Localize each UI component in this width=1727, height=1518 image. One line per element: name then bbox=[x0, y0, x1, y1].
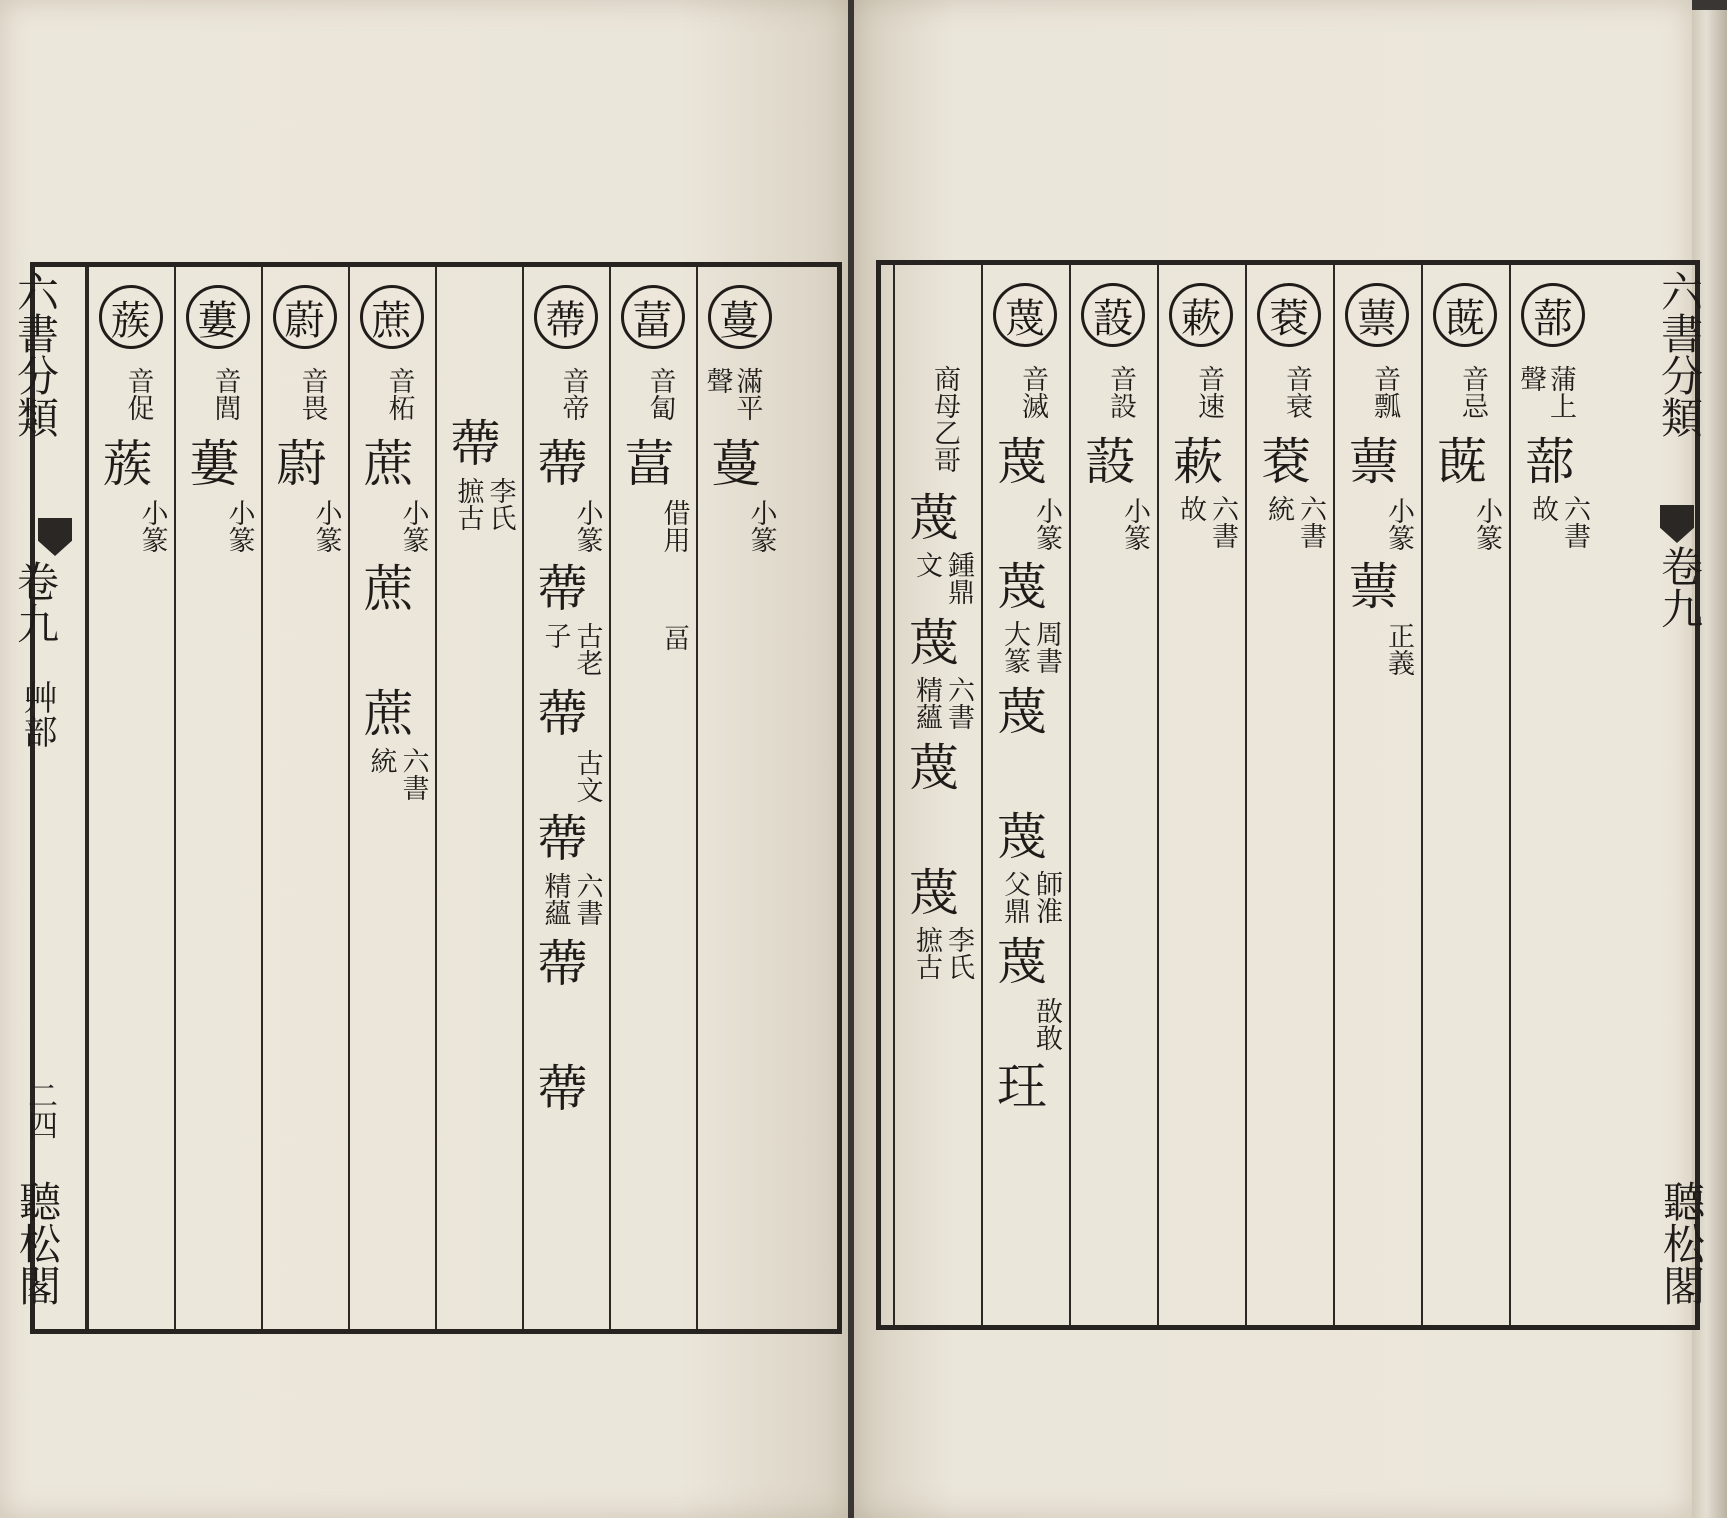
entry-column bbox=[522, 267, 609, 1329]
seal-script-glyph: 蔗 bbox=[355, 437, 414, 487]
head-character-circle: 蔇 bbox=[1433, 283, 1497, 347]
seal-script-glyph: 蔕 bbox=[529, 812, 588, 862]
seal-script-glyph: 蔕 bbox=[529, 687, 588, 737]
entry-column bbox=[981, 265, 1069, 1325]
reading-annotation: 滿平 bbox=[731, 367, 763, 421]
head-character-circle: 蔞 bbox=[186, 285, 250, 349]
source-label: 六書 bbox=[1559, 495, 1590, 549]
entry-column bbox=[1069, 265, 1157, 1325]
source-label: 周書 bbox=[1031, 620, 1062, 674]
column-rule bbox=[348, 267, 350, 1329]
head-character-circle: 蔎 bbox=[1081, 283, 1145, 347]
right-margin-title: 六書分類 bbox=[1655, 270, 1704, 438]
head-character-circle: 蔕 bbox=[534, 285, 598, 349]
seal-script-glyph: 蔑 bbox=[989, 685, 1047, 735]
head-character-circle: 蔓 bbox=[708, 285, 772, 349]
column-rule bbox=[1333, 265, 1335, 1325]
left-margin-volume: 卷九 bbox=[11, 560, 60, 644]
seal-script-glyph: 蔇 bbox=[1429, 435, 1487, 485]
left-text-frame bbox=[30, 262, 842, 1334]
reading-annotation: 商母乙哥 bbox=[929, 365, 960, 473]
source-label: 六書 bbox=[397, 747, 429, 801]
column-rule bbox=[1509, 265, 1511, 1325]
seal-script-glyph: 蔕 bbox=[529, 562, 588, 612]
source-label: 父鼎 bbox=[999, 870, 1030, 924]
seal-script-glyph: 蔚 bbox=[268, 437, 327, 487]
entry-column bbox=[893, 265, 981, 1325]
entry-column bbox=[1157, 265, 1245, 1325]
column-rule bbox=[174, 267, 176, 1329]
source-label: 六書 bbox=[571, 872, 603, 926]
reading-annotation: 音促 bbox=[122, 367, 154, 421]
source-label: 小篆 bbox=[1119, 497, 1150, 551]
source-label: 小篆 bbox=[745, 499, 777, 553]
column-rule bbox=[435, 267, 437, 1329]
entry-column bbox=[87, 267, 174, 1329]
entry-column bbox=[1333, 265, 1421, 1325]
left-margin-page-number: 二四 bbox=[22, 1080, 57, 1140]
seal-script-glyph: 蔞 bbox=[181, 437, 240, 487]
seal-script-glyph: 蔕 bbox=[529, 437, 588, 487]
column-rule bbox=[696, 267, 698, 1329]
entry-column bbox=[609, 267, 696, 1329]
seal-script-glyph: 蔑 bbox=[901, 491, 959, 541]
seal-script-glyph: 蔀 bbox=[1517, 435, 1575, 485]
source-label: 六書 bbox=[943, 676, 974, 730]
column-rule bbox=[1069, 265, 1071, 1325]
seal-script-glyph: 蔑 bbox=[901, 616, 959, 666]
source-label: 李氏 bbox=[484, 477, 516, 531]
reading-annotation: 聲 bbox=[701, 367, 733, 394]
seal-script-glyph: 蔈 bbox=[1341, 435, 1399, 485]
left-margin-title: 六書分類 bbox=[11, 270, 60, 438]
reading-annotation: 音衰 bbox=[1281, 365, 1312, 419]
reading-annotation: 音畏 bbox=[296, 367, 328, 421]
head-character-circle: 蔑 bbox=[993, 283, 1057, 347]
seal-script-glyph: 玨 bbox=[989, 1060, 1047, 1110]
reading-annotation: 音設 bbox=[1105, 365, 1136, 419]
reading-annotation: 音忌 bbox=[1457, 365, 1488, 419]
left-margin-publisher: 聽松閣 bbox=[13, 1180, 62, 1306]
column-rule bbox=[1245, 265, 1247, 1325]
seal-script-glyph: 蔑 bbox=[989, 435, 1047, 485]
entry-column bbox=[174, 267, 261, 1329]
source-label: 小篆 bbox=[571, 499, 603, 553]
source-label: 摭古 bbox=[452, 477, 484, 531]
head-character-circle: 蔗 bbox=[360, 285, 424, 349]
reading-annotation: 音閭 bbox=[209, 367, 241, 421]
source-label: 小篆 bbox=[310, 499, 342, 553]
source-label: 精蘊 bbox=[911, 676, 942, 730]
source-label: 小篆 bbox=[1471, 497, 1502, 551]
head-character-circle: 蔉 bbox=[1257, 283, 1321, 347]
source-label: 小篆 bbox=[1383, 497, 1414, 551]
source-label: 小篆 bbox=[136, 499, 168, 553]
seal-script-glyph: 蔑 bbox=[989, 935, 1047, 985]
column-rule bbox=[261, 267, 263, 1329]
entry-column bbox=[261, 267, 348, 1329]
seal-script-glyph: 蔌 bbox=[1165, 435, 1223, 485]
source-label: 敔敢 bbox=[1031, 997, 1062, 1051]
reading-annotation: 音瓢 bbox=[1369, 365, 1400, 419]
seal-script-glyph: 蔑 bbox=[989, 560, 1047, 610]
head-character-circle: 蔌 bbox=[1169, 283, 1233, 347]
head-character-circle: 蔀 bbox=[1521, 283, 1585, 347]
column-rule bbox=[522, 267, 524, 1329]
seal-script-glyph: 蔎 bbox=[1077, 435, 1135, 485]
source-label: 六書 bbox=[1295, 495, 1326, 549]
source-label: 子 bbox=[539, 622, 571, 649]
right-margin-publisher: 聽松閣 bbox=[1657, 1180, 1706, 1306]
source-label: 統 bbox=[1263, 495, 1294, 522]
seal-script-glyph: 蔑 bbox=[989, 810, 1047, 860]
source-label: 小篆 bbox=[1031, 497, 1062, 551]
entry-column bbox=[696, 267, 783, 1329]
seal-script-glyph: 蔓 bbox=[703, 437, 762, 487]
column-rule bbox=[87, 267, 89, 1329]
source-label: 小篆 bbox=[397, 499, 429, 553]
entry-column bbox=[1245, 265, 1333, 1325]
entry-column bbox=[348, 267, 435, 1329]
source-label: 畐 bbox=[658, 624, 690, 651]
source-label: 正義 bbox=[1383, 622, 1414, 676]
seal-script-glyph: 蔈 bbox=[1341, 560, 1399, 610]
source-label: 李氏 bbox=[943, 926, 974, 980]
entry-column bbox=[1421, 265, 1509, 1325]
entry-column bbox=[435, 267, 522, 1329]
source-label: 古文 bbox=[571, 749, 603, 803]
source-label: 故 bbox=[1527, 495, 1558, 522]
source-label: 大篆 bbox=[999, 620, 1030, 674]
seal-script-glyph: 蔑 bbox=[901, 741, 959, 791]
source-label: 小篆 bbox=[223, 499, 255, 553]
seal-script-glyph: 蔗 bbox=[355, 562, 414, 612]
right-text-frame bbox=[876, 260, 1706, 1330]
reading-annotation: 音柘 bbox=[383, 367, 415, 421]
seal-script-glyph: 蔑 bbox=[901, 866, 959, 916]
reading-annotation: 音帝 bbox=[557, 367, 589, 421]
seal-script-glyph: 蔕 bbox=[529, 937, 588, 987]
right-margin-volume: 卷九 bbox=[1655, 545, 1704, 629]
entry-column bbox=[1509, 265, 1597, 1325]
column-rule bbox=[893, 265, 895, 1325]
source-label: 六書 bbox=[1207, 495, 1238, 549]
source-label: 故 bbox=[1175, 495, 1206, 522]
reading-annotation: 聲 bbox=[1515, 365, 1546, 392]
source-label: 古老 bbox=[571, 622, 603, 676]
seal-script-glyph: 蔕 bbox=[529, 1062, 588, 1112]
column-rule bbox=[609, 267, 611, 1329]
column-rule bbox=[1421, 265, 1423, 1325]
source-label: 文 bbox=[911, 551, 942, 578]
seal-script-glyph: 蔕 bbox=[442, 417, 501, 467]
column-rule bbox=[1157, 265, 1159, 1325]
source-label: 師淮 bbox=[1031, 870, 1062, 924]
seal-script-glyph: 蔟 bbox=[94, 437, 153, 487]
head-character-circle: 葍 bbox=[621, 285, 685, 349]
reading-annotation: 蒲上 bbox=[1545, 365, 1576, 419]
head-character-circle: 蔟 bbox=[99, 285, 163, 349]
column-rule bbox=[981, 265, 983, 1325]
source-label: 精蘊 bbox=[539, 872, 571, 926]
source-label: 統 bbox=[365, 747, 397, 774]
seal-script-glyph: 蔗 bbox=[355, 687, 414, 737]
source-label: 借用 bbox=[658, 499, 690, 553]
head-character-circle: 蔚 bbox=[273, 285, 337, 349]
seal-script-glyph: 葍 bbox=[616, 437, 675, 487]
reading-annotation: 音匐 bbox=[644, 367, 676, 421]
left-margin-section: 艸部 bbox=[17, 680, 57, 748]
source-label: 摭古 bbox=[911, 926, 942, 980]
reading-annotation: 音滅 bbox=[1017, 365, 1048, 419]
reading-annotation: 音速 bbox=[1193, 365, 1224, 419]
seal-script-glyph: 蔉 bbox=[1253, 435, 1311, 485]
head-character-circle: 蔈 bbox=[1345, 283, 1409, 347]
source-label: 鍾鼎 bbox=[943, 551, 974, 605]
